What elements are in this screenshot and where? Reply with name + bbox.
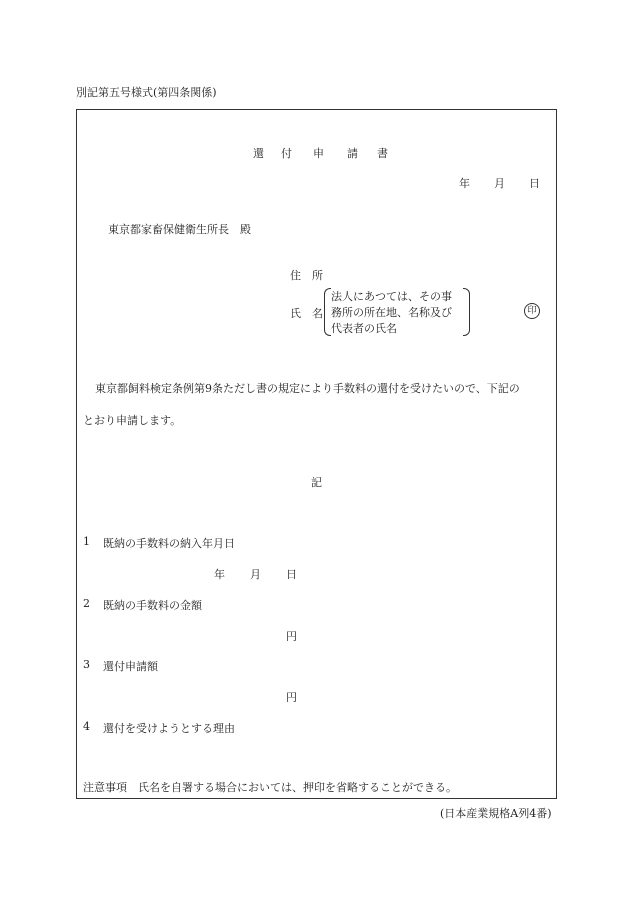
payment-year: 年 bbox=[214, 568, 225, 581]
seal-mark: 印 bbox=[524, 303, 540, 319]
form-frame bbox=[76, 109, 557, 799]
item-label: 既納の手数料の納入年月日 bbox=[103, 537, 235, 550]
ki-heading: 記 bbox=[311, 476, 322, 489]
date-year: 年 bbox=[459, 177, 470, 190]
corporate-note-line: 代表者の氏名 bbox=[331, 322, 397, 335]
corporate-note bbox=[331, 289, 452, 337]
title-char: 申 bbox=[313, 147, 324, 160]
form-label: 別記第五号様式(第四条関係) bbox=[76, 86, 217, 99]
title-char: 還 bbox=[253, 147, 264, 160]
note: 注意事項 氏名を自署する場合においては、押印を省略することができる。 bbox=[83, 781, 457, 794]
title-char: 請 bbox=[347, 147, 358, 160]
date-month: 月 bbox=[494, 177, 505, 190]
yen-unit: 円 bbox=[286, 630, 297, 643]
corporate-note-line: 務所の所在地、名称及び bbox=[331, 306, 452, 319]
bracket-left bbox=[324, 288, 331, 336]
yen-unit: 円 bbox=[286, 691, 297, 704]
title-char: 書 bbox=[377, 147, 388, 160]
item-label: 還付申請額 bbox=[103, 660, 158, 673]
addressee: 東京都家畜保健衛生所長 殿 bbox=[108, 223, 251, 236]
body-line-2: とおり申請します。 bbox=[83, 414, 182, 427]
bracket-right bbox=[463, 288, 470, 336]
item-number: 3 bbox=[83, 658, 90, 671]
corporate-note-line: 法人にあつては、その事 bbox=[331, 290, 452, 303]
item-number: 4 bbox=[83, 720, 90, 733]
item-number: 2 bbox=[83, 597, 90, 610]
name-label: 氏 名 bbox=[290, 307, 323, 320]
payment-day: 日 bbox=[286, 568, 297, 581]
payment-month: 月 bbox=[250, 568, 261, 581]
item-label: 既納の手数料の金額 bbox=[103, 599, 202, 612]
title-char: 付 bbox=[281, 147, 292, 160]
item-number: 1 bbox=[83, 535, 90, 548]
date-day: 日 bbox=[529, 177, 540, 190]
paper-size: (日本産業規格A列4番) bbox=[440, 807, 552, 820]
body-line-1: 東京都飼料検定条例第9条ただし書の規定により手数料の還付を受けたいので、下記の bbox=[95, 382, 520, 395]
item-label: 還付を受けようとする理由 bbox=[103, 722, 235, 735]
address-label: 住 所 bbox=[290, 269, 323, 282]
